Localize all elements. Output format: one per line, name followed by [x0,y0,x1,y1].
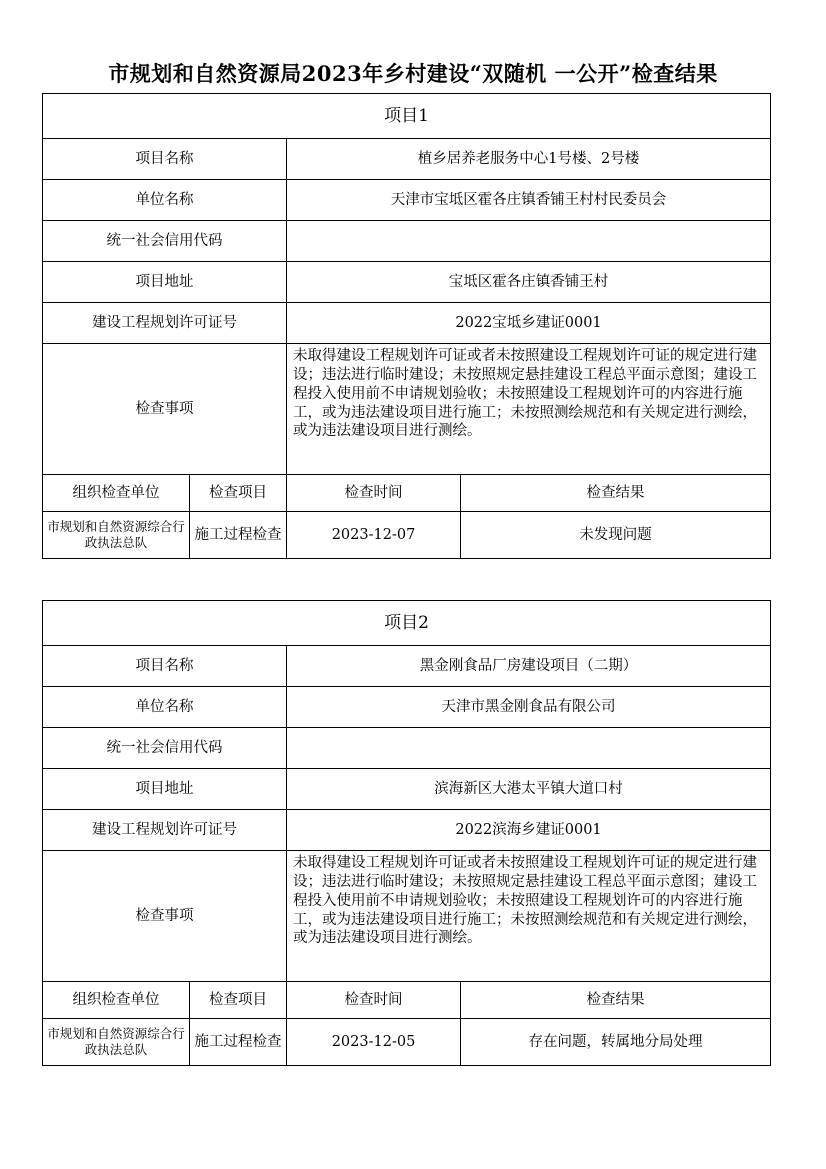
inspection-items-label: 检查事项 [43,851,287,982]
permit-value: 2022滨海乡建证0001 [287,810,771,851]
inspection-items-value: 未取得建设工程规划许可证或者未按照建设工程规划许可证的规定进行建设；违法进行临时建设；未按照规定悬挂建设工程总平面示意图；建设工程投入使用前不申请规划验收；未按照建设工程规划许可的内容进行施工，或为违法建设项目进行施工；未按照测绘规范和有关规定进行测绘，或为违法建设项目进行测绘。 [287,851,771,982]
project-name-label: 项目名称 [43,139,287,180]
credit-code-label: 统一社会信用代码 [43,221,287,262]
date-value: 2023-12-07 [287,512,461,559]
unit-name-value: 天津市黑金刚食品有限公司 [287,687,771,728]
result-header: 检查结果 [461,982,771,1019]
date-value: 2023-12-05 [287,1019,461,1066]
item-value: 施工过程检查 [190,1019,287,1066]
org-header: 组织检查单位 [43,475,190,512]
result-value: 未发现问题 [461,512,771,559]
result-header: 检查结果 [461,475,771,512]
project-table-2 [42,600,771,1066]
org-header: 组织检查单位 [43,982,190,1019]
project-name-label: 项目名称 [43,646,287,687]
result-value: 存在问题，转属地分局处理 [461,1019,771,1066]
permit-value: 2022宝坻乡建证0001 [287,303,771,344]
unit-name-label: 单位名称 [43,180,287,221]
item-header: 检查项目 [190,475,287,512]
address-label: 项目地址 [43,769,287,810]
item-value: 施工过程检查 [190,512,287,559]
project-heading: 项目2 [43,601,771,646]
inspection-items-label: 检查事项 [43,344,287,475]
address-label: 项目地址 [43,262,287,303]
project-name-value: 黑金刚食品厂房建设项目（二期） [287,646,771,687]
credit-code-value [287,728,771,769]
address-value: 宝坻区霍各庄镇香铺王村 [287,262,771,303]
credit-code-value [287,221,771,262]
org-value: 市规划和自然资源综合行政执法总队 [43,1019,190,1066]
credit-code-label: 统一社会信用代码 [43,728,287,769]
project-heading: 项目1 [43,94,771,139]
unit-name-label: 单位名称 [43,687,287,728]
unit-name-value: 天津市宝坻区霍各庄镇香铺王村村民委员会 [287,180,771,221]
project-table-1 [42,93,771,559]
address-value: 滨海新区大港太平镇大道口村 [287,769,771,810]
page-title: 市规划和自然资源局2023年乡村建设“双随机 一公开”检查结果 [108,61,718,86]
inspection-items-value: 未取得建设工程规划许可证或者未按照建设工程规划许可证的规定进行建设；违法进行临时建设；未按照规定悬挂建设工程总平面示意图；建设工程投入使用前不申请规划验收；未按照建设工程规划许可的内容进行施工，或为违法建设项目进行施工；未按照测绘规范和有关规定进行测绘，或为违法建设项目进行测绘。 [287,344,771,475]
org-value: 市规划和自然资源综合行政执法总队 [43,512,190,559]
date-header: 检查时间 [287,982,461,1019]
item-header: 检查项目 [190,982,287,1019]
date-header: 检查时间 [287,475,461,512]
permit-label: 建设工程规划许可证号 [43,810,287,851]
project-name-value: 植乡居养老服务中心1号楼、2号楼 [287,139,771,180]
permit-label: 建设工程规划许可证号 [43,303,287,344]
